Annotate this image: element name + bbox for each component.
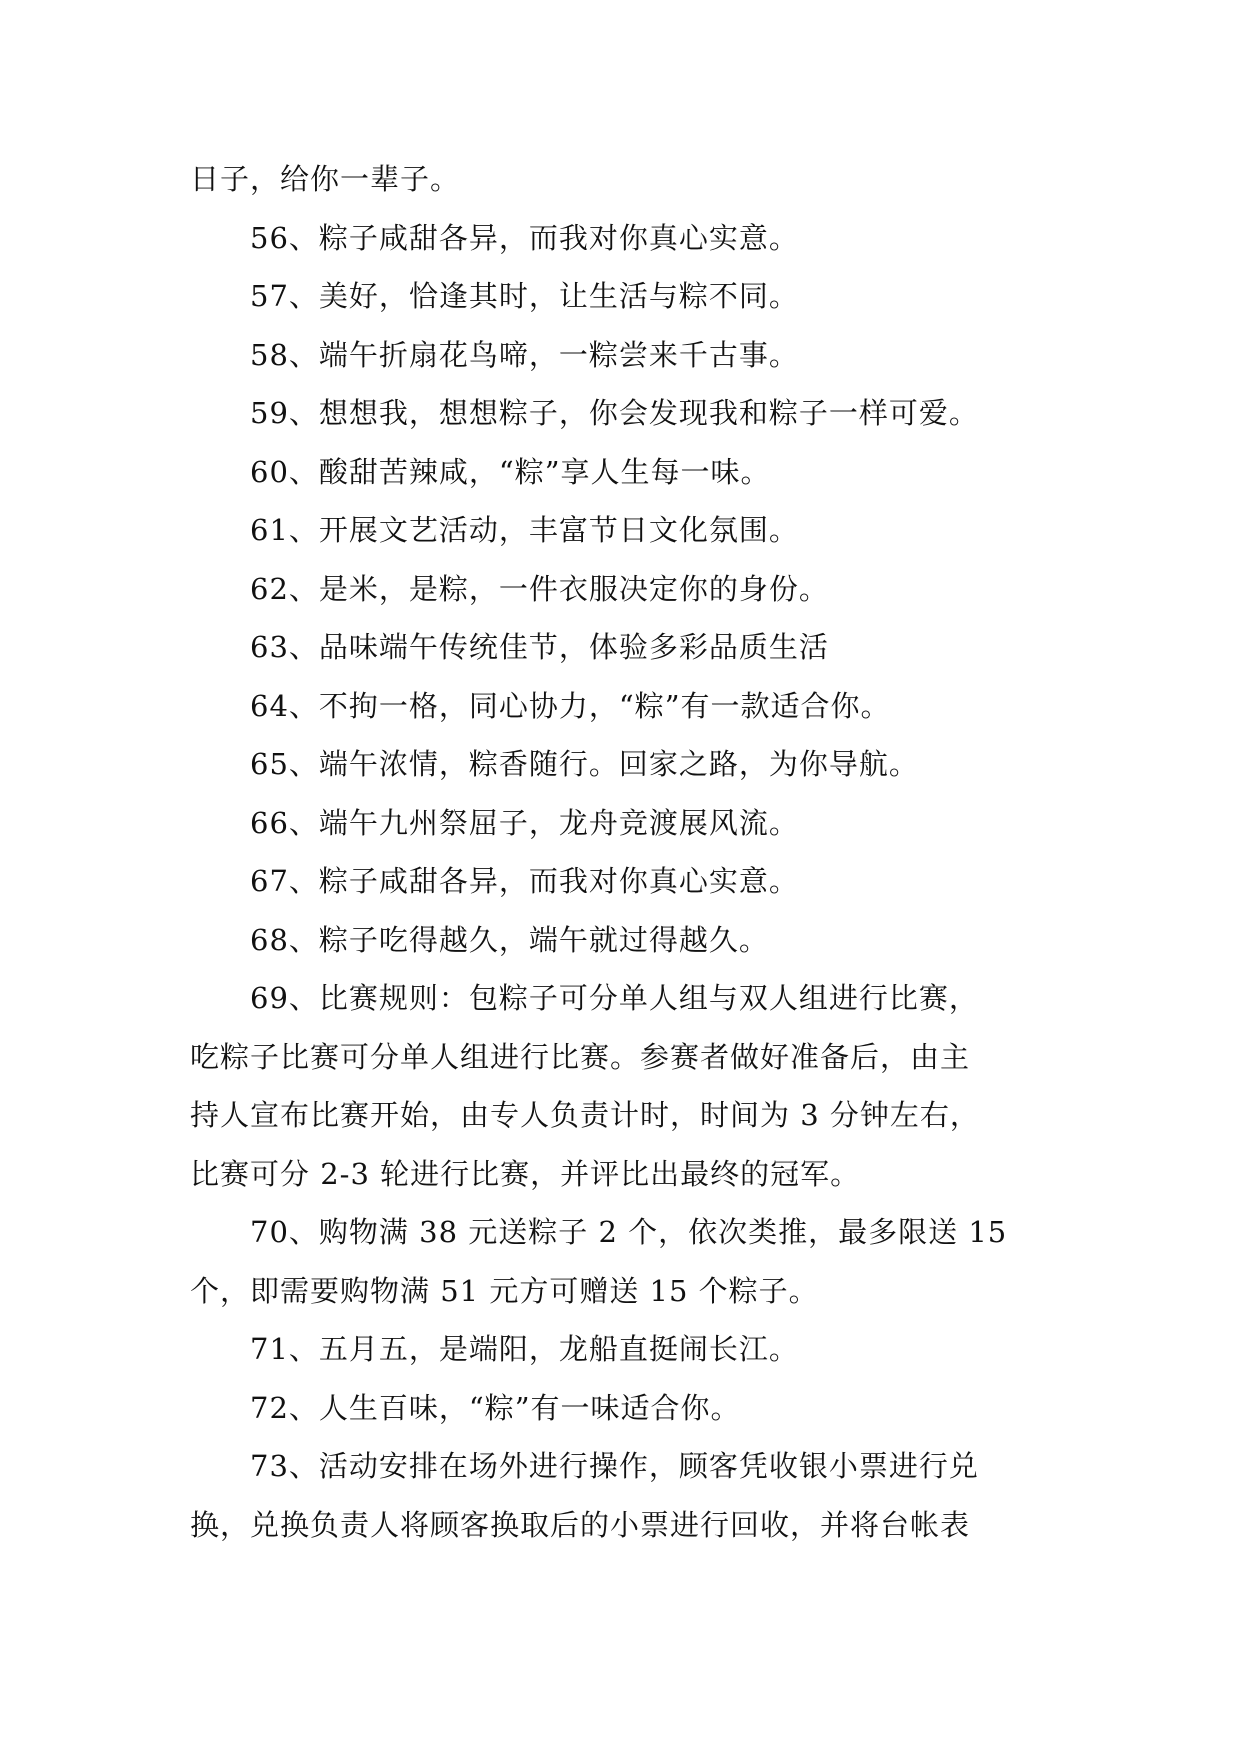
document-body [190, 150, 1070, 1554]
paragraph-line: 61、开展文艺活动，丰富节日文化氛围。 [250, 513, 799, 547]
paragraph-line: 64、不拘一格，同心协力，“粽”有一款适合你。 [250, 688, 891, 723]
paragraph-line: 69、比赛规则：包粽子可分单人组与双人组进行比赛， [250, 981, 979, 1015]
paragraph-line: 72、人生百味，“粽”有一味适合你。 [250, 1390, 741, 1425]
continuation-line: 持人宣布比赛开始，由专人负责计时，时间为 3 分钟左右， [190, 1098, 980, 1132]
paragraph-line: 66、端午九州祭屈子，龙舟竞渡展风流。 [250, 805, 799, 840]
continuation-line: 比赛可分 2-3 轮进行比赛，并评比出最终的冠军。 [190, 1156, 861, 1191]
paragraph-line: 71、五月五，是端阳，龙船直挺闹长江。 [250, 1332, 799, 1366]
paragraph-line: 56、粽子咸甜各异，而我对你真心实意。 [250, 220, 799, 255]
paragraph-line: 68、粽子吃得越久，端午就过得越久。 [250, 922, 769, 957]
paragraph-line: 65、端午浓情，粽香随行。回家之路，为你导航。 [250, 747, 919, 781]
continuation-line: 吃粽子比赛可分单人组进行比赛。参赛者做好准备后，由主 [190, 1039, 971, 1074]
paragraph-line: 60、酸甜苦辣咸，“粽”享人生每一味。 [250, 454, 771, 489]
paragraph-line: 73、活动安排在场外进行操作，顾客凭收银小票进行兑 [250, 1449, 979, 1483]
paragraph-line: 70、购物满 38 元送粽子 2 个，依次类推，最多限送 15 [250, 1215, 1008, 1249]
paragraph-line: 63、品味端午传统佳节，体验多彩品质生活 [250, 630, 829, 664]
paragraph-line: 67、粽子咸甜各异，而我对你真心实意。 [250, 864, 799, 898]
paragraph-line: 62、是米，是粽，一件衣服决定你的身份。 [250, 571, 829, 606]
paragraph-line: 58、端午折扇花鸟啼，一粽尝来千古事。 [250, 337, 799, 372]
continuation-line: 换，兑换负责人将顾客换取后的小票进行回收，并将台帐表 [190, 1507, 971, 1542]
paragraph-line: 57、美好，恰逢其时，让生活与粽不同。 [250, 279, 799, 313]
paragraph-line: 59、想想我，想想粽子，你会发现我和粽子一样可爱。 [250, 396, 979, 430]
continuation-line: 个，即需要购物满 51 元方可赠送 15 个粽子。 [190, 1273, 819, 1308]
continuation-line: 日子，给你一辈子。 [190, 162, 461, 196]
